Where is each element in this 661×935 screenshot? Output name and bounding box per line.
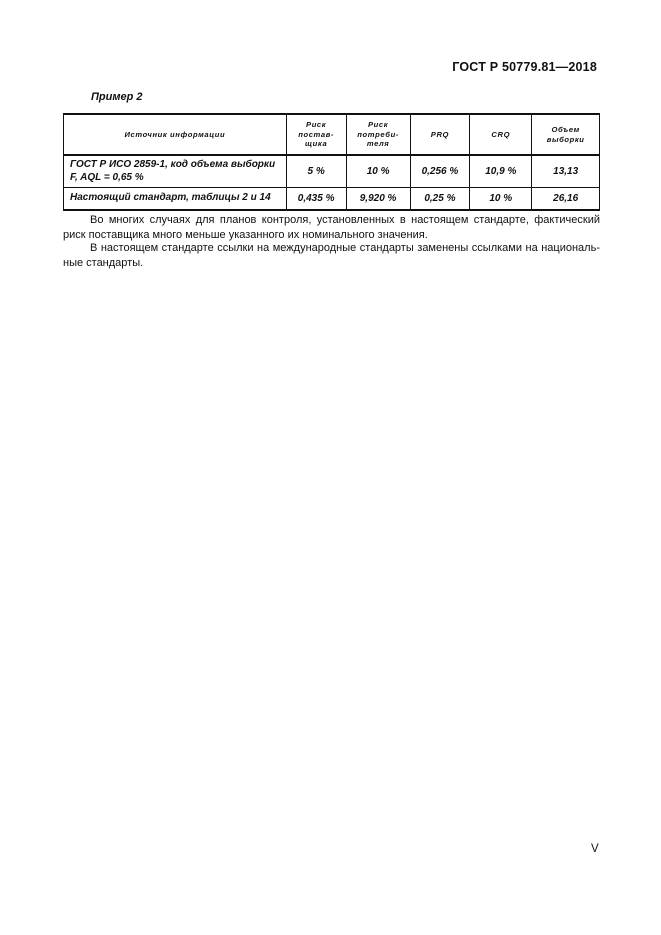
column-header-consumer-risk: Риск потреби-теля: [346, 114, 410, 155]
column-header-crq: CRQ: [470, 114, 532, 155]
table-header-row: [64, 114, 600, 155]
cell-crq: 10 %: [470, 188, 532, 211]
cell-prq: 0,25 %: [410, 188, 470, 211]
body-paragraph-risk-note: Во многих случаях для планов контроля, установленных в настоящем стандарте, фактический риск поставщика много меньше указанного их номинального значения.: [63, 214, 600, 241]
cell-consumer-risk: 10 %: [346, 155, 410, 188]
cell-crq: 10,9 %: [470, 155, 532, 188]
table-row: [64, 155, 600, 188]
column-header-sample-size: Объем выборки: [532, 114, 600, 155]
body-paragraph-standards-note: В настоящем стандарте ссылки на международные стандарты заменены ссылками на националь-ные стандарты.: [63, 242, 600, 269]
cell-prq: 0,256 %: [410, 155, 470, 188]
cell-supplier-risk: 5 %: [286, 155, 346, 188]
page-number: V: [591, 843, 599, 855]
cell-consumer-risk: 9,920 %: [346, 188, 410, 211]
cell-sample-size: 13,13: [532, 155, 600, 188]
document-code-header: ГОСТ Р 50779.81—2018: [452, 60, 597, 74]
cell-source: Настоящий стандарт, таблицы 2 и 14: [64, 188, 287, 211]
comparison-table: [63, 113, 600, 211]
column-header-source: Источник информации: [64, 114, 287, 155]
example-label: Пример 2: [91, 91, 143, 103]
cell-supplier-risk: 0,435 %: [286, 188, 346, 211]
cell-sample-size: 26,16: [532, 188, 600, 211]
column-header-supplier-risk: Риск постав-щика: [286, 114, 346, 155]
column-header-prq: PRQ: [410, 114, 470, 155]
table-row: [64, 188, 600, 211]
cell-source: ГОСТ Р ИСО 2859-1, код объема выборки F, AQL = 0,65 %: [64, 155, 287, 188]
